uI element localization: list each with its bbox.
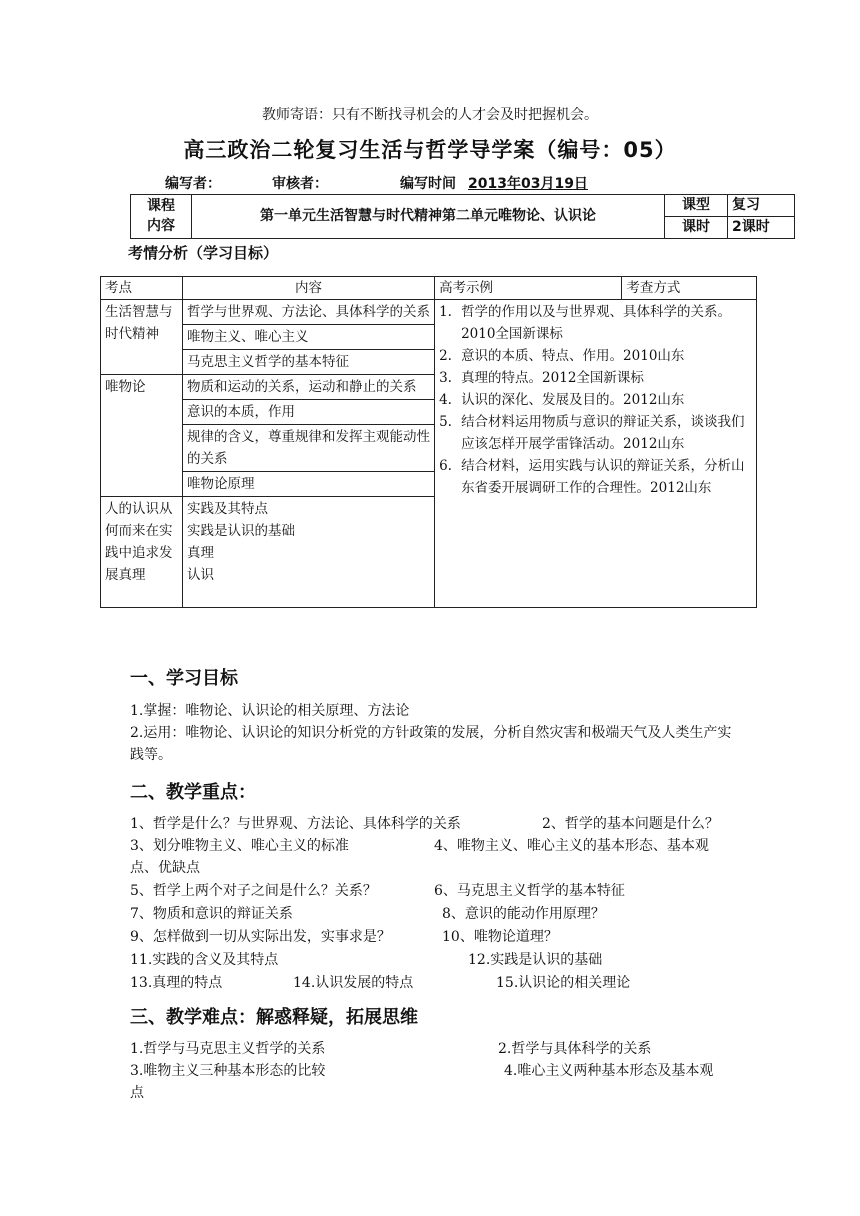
content-line: 真理	[187, 545, 214, 561]
course-table	[130, 194, 795, 239]
hours-value: 2课时	[728, 217, 795, 239]
content-cell: 唯物主义、唯心主义	[183, 325, 435, 350]
example-item: 1. 哲学的作用以及与世界观、具体科学的关系。2010全国新课标	[439, 304, 732, 342]
header-point: 考点	[101, 277, 183, 300]
focus-item: 2、哲学的基本问题是什么？	[542, 816, 719, 832]
difficulty-item: 点	[130, 1085, 144, 1101]
course-label-line1: 课程	[147, 198, 175, 214]
header-content: 内容	[183, 277, 435, 300]
teacher-motto: 教师寄语：只有不断找寻机会的人才会及时把握机会。	[262, 107, 598, 123]
header-example: 高考示例	[435, 277, 622, 300]
author-label: 编写者：	[165, 176, 221, 192]
focus-item: 10、唯物论道理？	[442, 929, 558, 945]
focus-item: 3、划分唯物主义、唯心主义的标准	[130, 838, 349, 854]
point-cell: 生活智慧与时代精神	[101, 300, 183, 375]
type-label: 课型	[665, 195, 728, 217]
focus-item: 6、马克思主义哲学的基本特征	[434, 883, 625, 899]
focus-item: 点、优缺点	[130, 860, 200, 876]
difficulty-item: 2.哲学与具体科学的关系	[498, 1041, 652, 1057]
date-label: 编写时间	[400, 176, 456, 192]
difficulty-item: 3.唯物主义三种基本形态的比较	[130, 1063, 326, 1079]
content-cell: 唯物论原理	[183, 472, 435, 497]
content-cell: 意识的本质，作用	[183, 400, 435, 425]
section1-p2: 2.运用：唯物论、认识论的知识分析党的方针政策的发展，分析自然灾害和极端天气及人类生产实践等。	[130, 725, 732, 763]
content-line: 实践是认识的基础	[187, 523, 295, 539]
focus-item: 15.认识论的相关理论	[496, 975, 631, 991]
analysis-title: 考情分析（学习目标）	[128, 244, 279, 262]
section3-title: 三、教学难点：解惑释疑，拓展思维	[130, 1007, 418, 1028]
example-item: 4. 认识的深化、发展及目的。2012山东	[439, 392, 685, 408]
point-cell: 人的认识从何而来在实践中追求发展真理	[101, 497, 183, 608]
difficulty-item: 4.唯心主义两种基本形态及基本观	[504, 1063, 714, 1079]
focus-item: 14.认识发展的特点	[293, 975, 414, 991]
content-cell: 物质和运动的关系，运动和静止的关系	[183, 375, 435, 400]
date-value: 2013年03月19日	[468, 176, 588, 192]
examples-list	[439, 301, 752, 499]
course-label	[131, 195, 192, 239]
focus-item: 1、哲学是什么？与世界观、方法论、具体科学的关系	[130, 816, 461, 832]
focus-item: 7、物质和意识的辩证关系	[130, 906, 293, 922]
analysis-table	[100, 276, 757, 608]
hours-label: 课时	[665, 217, 728, 239]
focus-item: 11.实践的含义及其特点	[130, 952, 279, 968]
content-cell	[183, 497, 435, 608]
header-method: 考查方式	[622, 277, 757, 300]
section2-title: 二、教学重点：	[130, 782, 256, 803]
content-cell: 哲学与世界观、方法论、具体科学的关系	[183, 300, 435, 325]
example-item: 3. 真理的特点。2012全国新课标	[439, 370, 644, 386]
point-cell: 唯物论	[101, 375, 183, 497]
focus-item: 9、怎样做到一切从实际出发，实事求是？	[130, 929, 391, 945]
focus-item: 13.真理的特点	[130, 975, 223, 991]
content-cell: 马克思主义哲学的基本特征	[183, 350, 435, 375]
examples-cell	[435, 300, 757, 608]
focus-item: 8、意识的能动作用原理？	[442, 906, 605, 922]
course-label-line2: 内容	[147, 218, 175, 234]
focus-item: 4、唯物主义、唯心主义的基本形态、基本观	[434, 838, 709, 854]
example-item: 6. 结合材料，运用实践与认识的辩证关系，分析山东省委开展调研工作的合理性。2012山东	[439, 458, 745, 496]
section1-p1: 1.掌握：唯物论、认识论的相关原理、方法论	[130, 703, 410, 719]
course-content: 第一单元生活智慧与时代精神第二单元唯物论、认识论	[192, 195, 665, 239]
content-line: 认识	[187, 567, 214, 583]
content-line: 实践及其特点	[187, 501, 268, 517]
page-title: 高三政治二轮复习生活与哲学导学案（编号：05）	[183, 138, 677, 162]
section1-title: 一、学习目标	[130, 668, 238, 689]
content-cell: 规律的含义，尊重规律和发挥主观能动性的关系	[183, 425, 435, 472]
focus-item: 5、哲学上两个对子之间是什么？关系？	[130, 883, 377, 899]
type-value: 复习	[728, 195, 795, 217]
example-item: 5. 结合材料运用物质与意识的辩证关系，谈谈我们应该怎样开展学雷锋活动。2012山东	[439, 414, 745, 452]
example-item: 2. 意识的本质、特点、作用。2010山东	[439, 348, 685, 364]
difficulty-item: 1.哲学与马克思主义哲学的关系	[130, 1041, 326, 1057]
reviewer-label: 审核者：	[272, 176, 328, 192]
focus-item: 12.实践是认识的基础	[468, 952, 603, 968]
